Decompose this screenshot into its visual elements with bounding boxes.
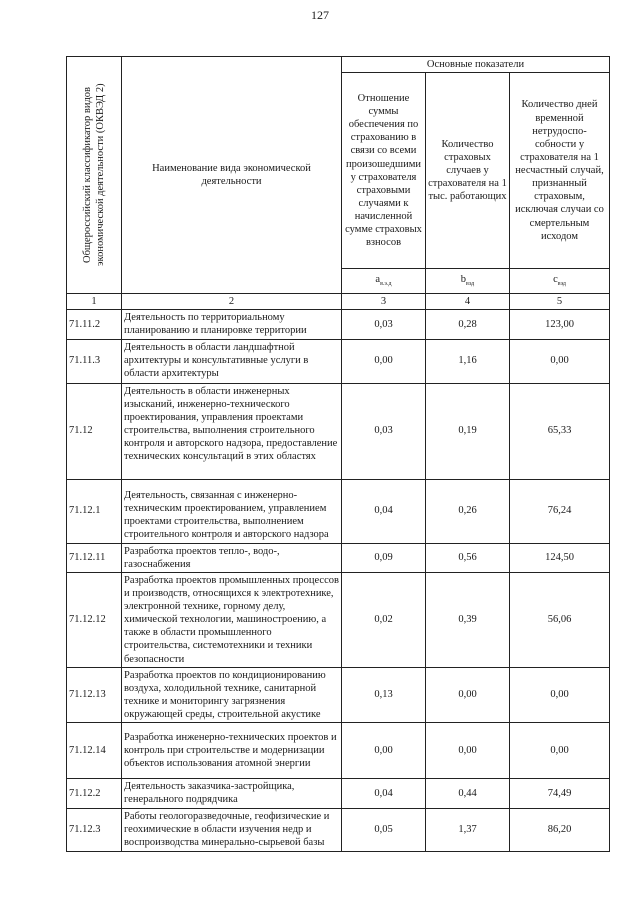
okved-code: 71.12.1 [67, 479, 122, 543]
okved-header-cell [67, 57, 122, 294]
activity-name: Деятельность, связанная с инженерно-техническим проектированием, управлением проектами строительства, выполнением строительного контроля и авторского надзора [122, 479, 342, 543]
value-c: 0,00 [510, 339, 610, 383]
column-number: 2 [122, 294, 342, 310]
main-indicators-header: Основные показатели [342, 57, 610, 73]
activity-name: Разработка проектов по кондиционированию воздуха, холодильной технике, санитарной технике и мониторингу загрязнения окружающей среды, строительной акустике [122, 667, 342, 723]
value-a: 0,00 [342, 339, 426, 383]
value-b: 0,19 [426, 383, 510, 479]
activity-name: Разработка проектов промышленных процессов и производств, относящихся к электротехнике, электронной технике, горному делу, химической технологии, машиностроению, а также в области промышленного строительства, системотехники и техники безопасности [122, 572, 342, 667]
okved-code: 71.12.11 [67, 543, 122, 572]
table-row [67, 723, 610, 779]
okved-code: 71.12.3 [67, 809, 122, 851]
value-b: 0,00 [426, 667, 510, 723]
page-number: 127 [311, 8, 329, 22]
okved-code: 71.11.2 [67, 310, 122, 339]
table-row [67, 779, 610, 809]
okved-code: 71.12 [67, 383, 122, 479]
insurance-indicators-table [66, 56, 610, 852]
value-c: 0,00 [510, 723, 610, 779]
okved-code: 71.11.3 [67, 339, 122, 383]
activity-name: Деятельность в области ландшафтной архитектуры и консультативные услуги в области архитектуры [122, 339, 342, 383]
activity-name-header: Наименование вида экономической деятельности [122, 57, 342, 294]
column-number: 3 [342, 294, 426, 310]
col-c-symbol: $c_{вэд}$ [510, 269, 610, 294]
column-number: 5 [510, 294, 610, 310]
okved-code: 71.12.14 [67, 723, 122, 779]
value-b: 0,56 [426, 543, 510, 572]
okved-code: 71.12.13 [67, 667, 122, 723]
value-c: 65,33 [510, 383, 610, 479]
value-c: 123,00 [510, 310, 610, 339]
column-number: 4 [426, 294, 510, 310]
value-c: 74,49 [510, 779, 610, 809]
table-row [67, 667, 610, 723]
value-a: 0,05 [342, 809, 426, 851]
table-row [67, 543, 610, 572]
col-b-header: Количество страховых случаев у страхователя на 1 тыс. работающих [426, 73, 510, 269]
activity-name: Деятельность в области инженерных изысканий, инженерно-технического проектирования, управления проектами строительства, выполнения строительного контроля и авторского надзора, предоставление технических консультаций в этих областях [122, 383, 342, 479]
value-b: 0,28 [426, 310, 510, 339]
value-b: 1,37 [426, 809, 510, 851]
value-b: 1,16 [426, 339, 510, 383]
value-b: 0,39 [426, 572, 510, 667]
value-b: 0,26 [426, 479, 510, 543]
okved-code: 71.12.2 [67, 779, 122, 809]
value-a: 0,03 [342, 310, 426, 339]
activity-name: Разработка проектов тепло-, водо-, газоснабжения [122, 543, 342, 572]
okved-header: Общероссийский классификатор видов экономической деятельности (ОКВЭД 2) [81, 83, 106, 267]
col-b-symbol: $b_{вэд}$ [426, 269, 510, 294]
table-row [67, 310, 610, 339]
table-row [67, 383, 610, 479]
activity-name: Работы геологоразведочные, геофизические и геохимические в области изучения недр и воспроизводства минерально-сырьевой базы [122, 809, 342, 851]
activity-name: Разработка инженерно-технических проектов и контроль при строительстве и модернизации объектов использования атомной энергии [122, 723, 342, 779]
col-c-header: Количество дней временной нетрудоспо-собности у страхователя на 1 несчастный случай, признанный страховым, исключая случаи со смертельным исходом [510, 73, 610, 269]
table-row [67, 809, 610, 851]
value-c: 76,24 [510, 479, 610, 543]
value-a: 0,00 [342, 723, 426, 779]
value-b: 0,44 [426, 779, 510, 809]
activity-name: Деятельность заказчика-застройщика, генерального подрядчика [122, 779, 342, 809]
column-number-row [67, 294, 610, 310]
value-c: 124,50 [510, 543, 610, 572]
table-row [67, 339, 610, 383]
value-a: 0,04 [342, 779, 426, 809]
value-a: 0,03 [342, 383, 426, 479]
value-a: 0,04 [342, 479, 426, 543]
value-c: 56,06 [510, 572, 610, 667]
table-row [67, 479, 610, 543]
column-number: 1 [67, 294, 122, 310]
col-a-header: Отношение суммы обеспечения по страхованию в связи со всеми произошедшими у страхователя страховыми случаями к начисленной сумме страховых взносов [342, 73, 426, 269]
value-a: 0,13 [342, 667, 426, 723]
value-a: 0,02 [342, 572, 426, 667]
table-row [67, 572, 610, 667]
value-c: 0,00 [510, 667, 610, 723]
activity-name: Деятельность по территориальному планированию и планировке территории [122, 310, 342, 339]
value-b: 0,00 [426, 723, 510, 779]
col-a-symbol: $a_{в.э.д}$ [342, 269, 426, 294]
okved-code: 71.12.12 [67, 572, 122, 667]
value-c: 86,20 [510, 809, 610, 851]
value-a: 0,09 [342, 543, 426, 572]
